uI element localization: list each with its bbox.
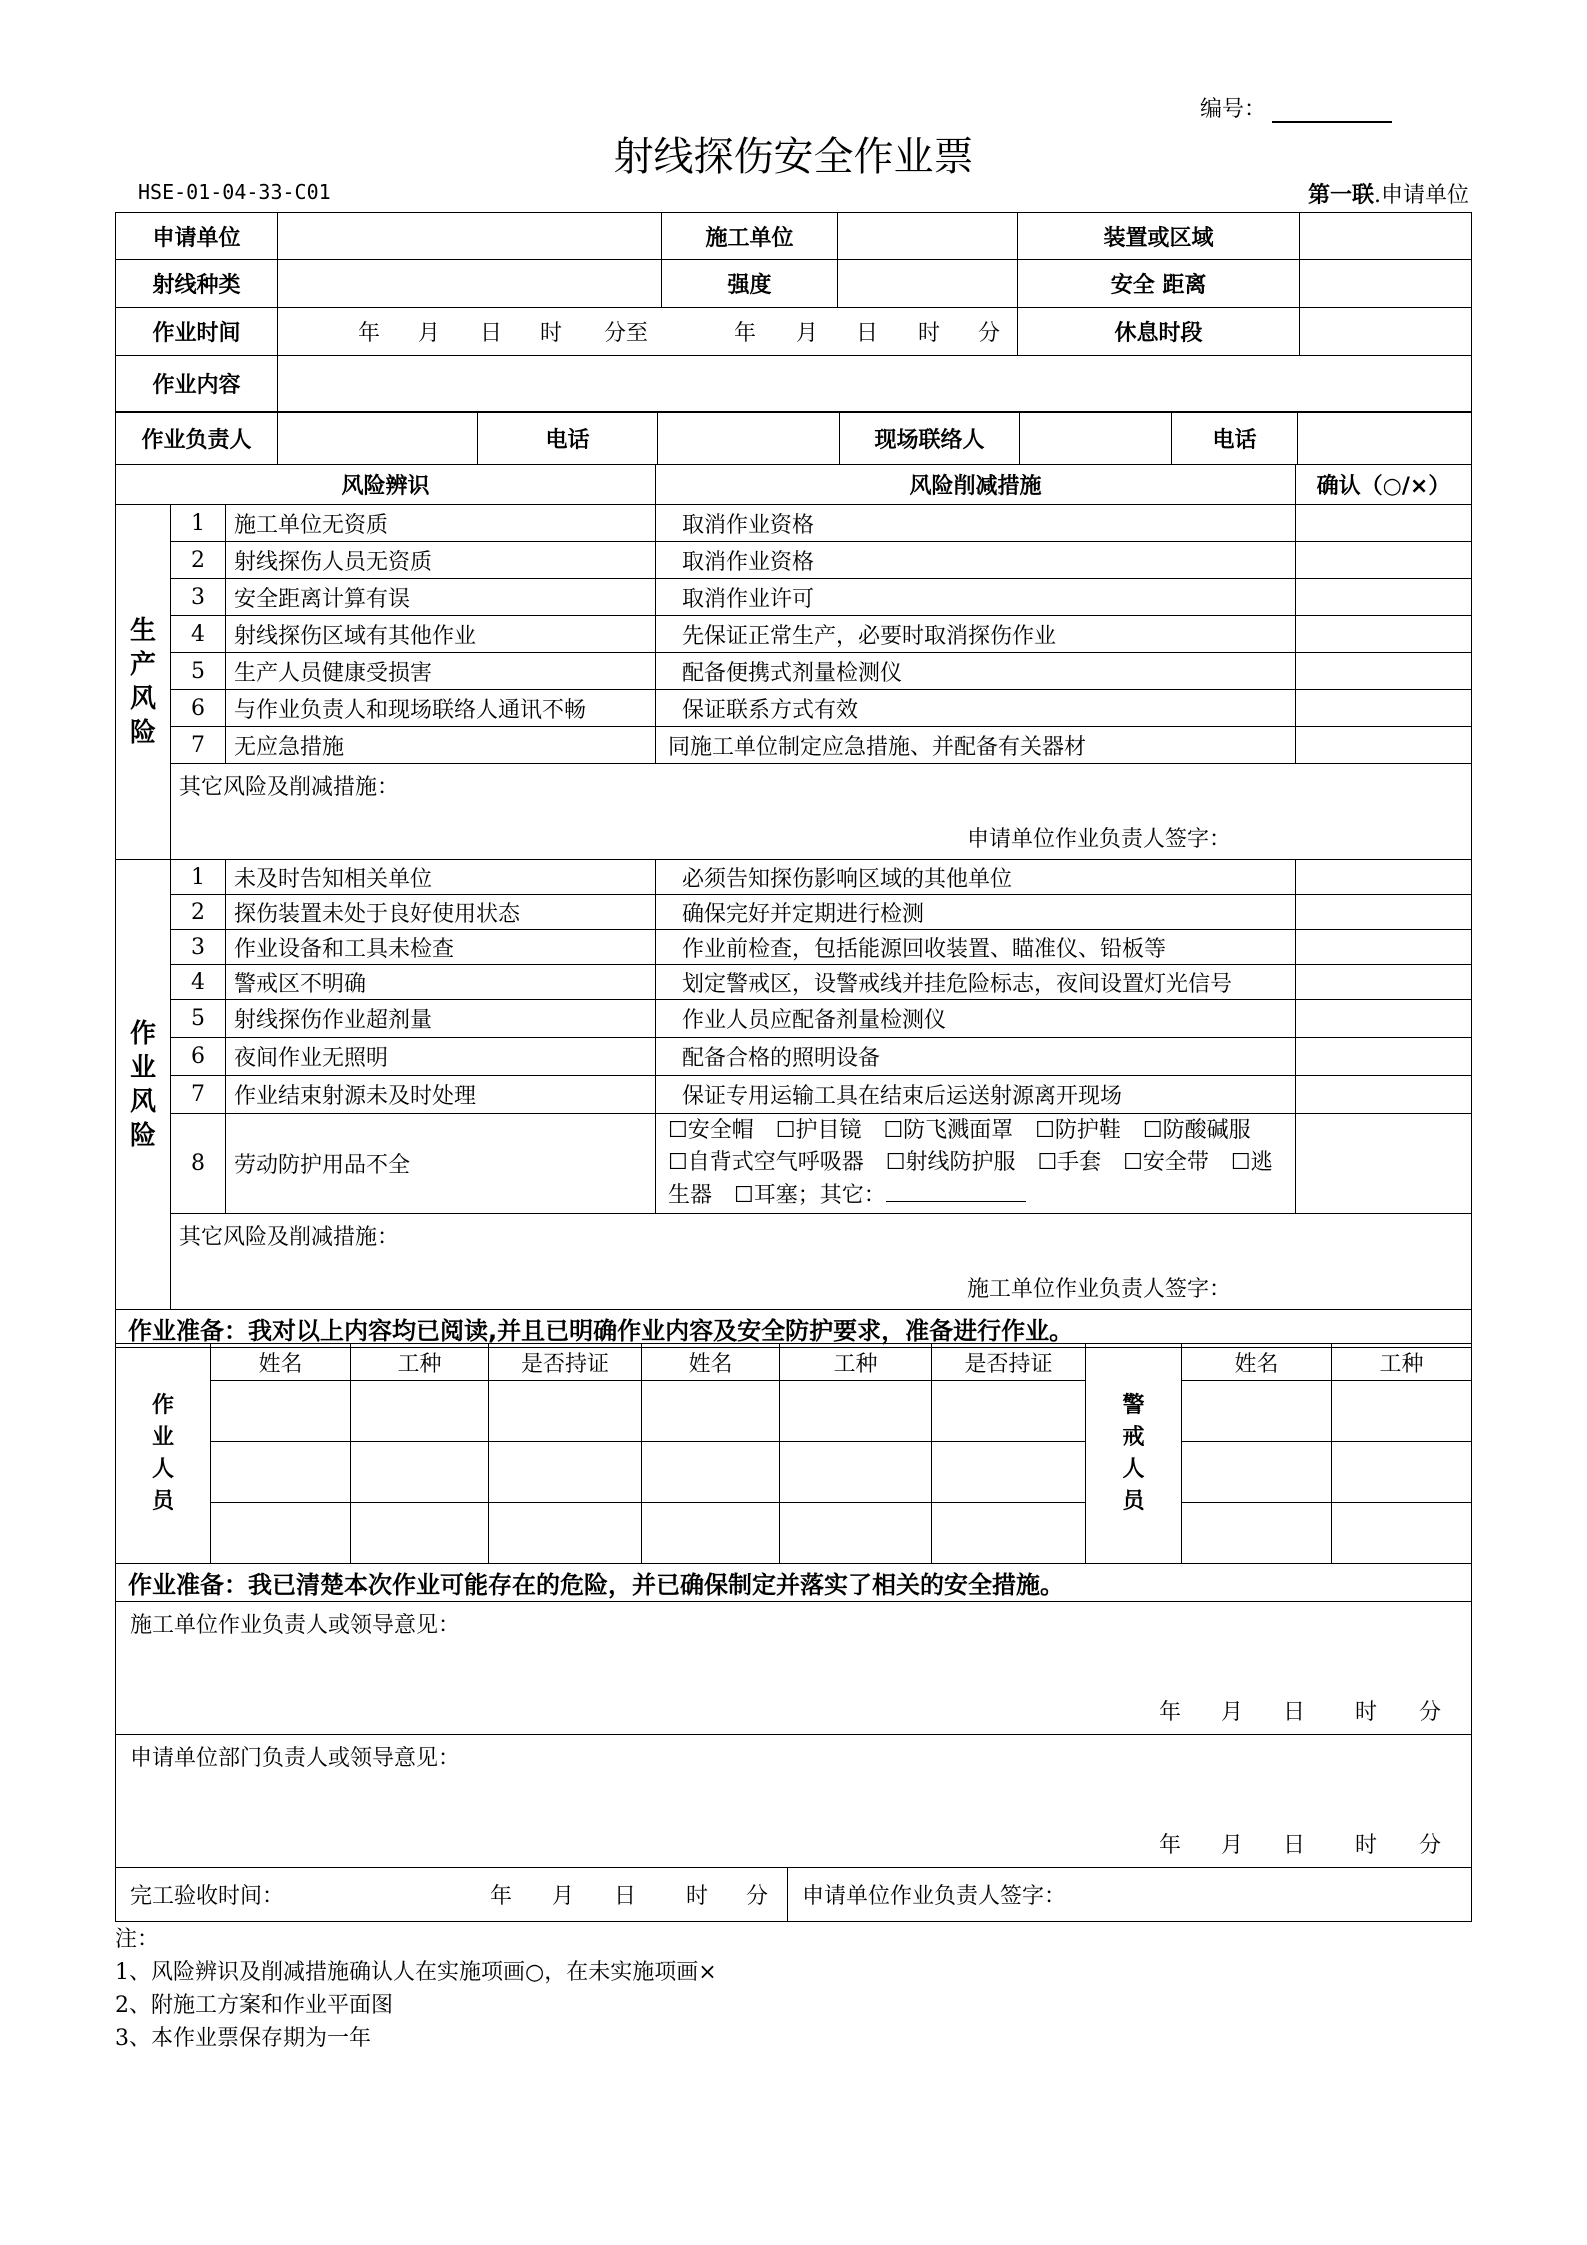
trade-cell[interactable] <box>1332 1381 1472 1442</box>
phone2-field[interactable] <box>1298 413 1472 465</box>
trade-cell[interactable] <box>1332 1503 1472 1564</box>
production-other-label: 其它风险及削减措施： <box>179 775 400 800</box>
risk-cell: 警戒区不明确 <box>226 965 656 1000</box>
workers-text: 作业人员 <box>151 1392 174 1514</box>
intensity-label: 强度 <box>662 260 838 308</box>
row-no: 7 <box>171 727 226 764</box>
name-cell[interactable] <box>1182 1442 1332 1503</box>
device-area-field[interactable] <box>1300 213 1472 260</box>
name-cell[interactable] <box>642 1503 780 1564</box>
measure-cell: 同施工单位制定应急措施、并配备有关器材 <box>656 727 1296 764</box>
risk-cell: 无应急措施 <box>226 727 656 764</box>
operation-sign-label: 施工单位作业负责人签字： <box>967 1277 1232 1302</box>
phone-field[interactable] <box>658 413 840 465</box>
work-time-label: 作业时间 <box>116 308 278 356</box>
trade-cell[interactable] <box>1332 1442 1472 1503</box>
confirm-cell[interactable] <box>1296 1038 1472 1076</box>
serial-number <box>1200 92 1392 123</box>
name-cell[interactable] <box>211 1503 351 1564</box>
ppe-measure-cell[interactable] <box>656 1114 1296 1214</box>
row-no: 5 <box>171 1000 226 1038</box>
workers-label <box>116 1344 211 1564</box>
ray-type-label: 射线种类 <box>116 260 278 308</box>
confirm-cell[interactable] <box>1296 1076 1472 1114</box>
date-hour: 时 <box>1354 1700 1377 1725</box>
trade-cell[interactable] <box>780 1503 932 1564</box>
table-row <box>116 653 1472 690</box>
construct-opinion-label: 施工单位作业负责人或领导意见： <box>130 1613 461 1638</box>
table-row <box>116 1442 1472 1503</box>
cert-cell[interactable] <box>932 1442 1086 1503</box>
risk-identify-header: 风险辨识 <box>116 465 656 505</box>
construct-opinion-field[interactable] <box>116 1602 1472 1735</box>
table-row <box>116 616 1472 653</box>
time-minute2: 分 <box>978 321 1001 346</box>
row-no: 2 <box>171 542 226 579</box>
date-year: 年 <box>490 1884 513 1909</box>
serial-field[interactable] <box>1272 101 1392 123</box>
row-no: 2 <box>171 895 226 930</box>
rest-period-field[interactable] <box>1300 308 1472 356</box>
row-no: 1 <box>171 860 226 895</box>
ppe-options[interactable]: ☐安全帽 ☐护目镜 ☐防飞溅面罩 ☐防护鞋 ☐防酸碱服 ☐自背式空气呼吸器 ☐射线防护服 ☐手套 ☐安全带 ☐逃生器 ☐耳塞；其它： <box>668 1118 1273 1208</box>
time-hour2: 时 <box>918 321 941 346</box>
risk-measures-header: 风险削减措施 <box>656 465 1296 505</box>
date-minute: 分 <box>746 1884 769 1909</box>
date-day: 日 <box>1282 1833 1305 1858</box>
measure-cell: 必须告知探伤影响区域的其他单位 <box>656 860 1296 895</box>
apply-opinion-label: 申请单位部门负责人或领导意见： <box>130 1746 461 1771</box>
date-month: 月 <box>552 1884 575 1909</box>
guards-text: 警戒人员 <box>1122 1392 1145 1514</box>
date-month: 月 <box>1220 1700 1243 1725</box>
row-no: 1 <box>171 505 226 542</box>
guards-label <box>1086 1344 1182 1564</box>
measure-cell: 取消作业资格 <box>656 505 1296 542</box>
risk-cell: 探伤装置未处于良好使用状态 <box>226 895 656 930</box>
table-row <box>116 1038 1472 1076</box>
risk-cell: 生产人员健康受损害 <box>226 653 656 690</box>
ray-type-field[interactable] <box>278 260 662 308</box>
date-day: 日 <box>1282 1700 1305 1725</box>
production-risk-label <box>116 505 171 860</box>
safe-distance-field[interactable] <box>1300 260 1472 308</box>
name-cell[interactable] <box>642 1442 780 1503</box>
date-month: 月 <box>1220 1833 1243 1858</box>
measure-cell: 取消作业资格 <box>656 542 1296 579</box>
completion-sign-field[interactable] <box>788 1868 1472 1922</box>
ppe-other-field[interactable] <box>886 1179 1026 1202</box>
risk-cell: 未及时告知相关单位 <box>226 860 656 895</box>
confirm-cell[interactable] <box>1296 579 1472 616</box>
apply-unit-field[interactable] <box>278 213 662 260</box>
time-minute-to: 分至 <box>604 321 649 346</box>
measure-cell: 确保完好并定期进行检测 <box>656 895 1296 930</box>
risk-cell: 与作业负责人和现场联络人通讯不畅 <box>226 690 656 727</box>
time-year: 年 <box>358 321 381 346</box>
time-year2: 年 <box>734 321 757 346</box>
notes-title: 注： <box>115 1927 160 1952</box>
name-cell[interactable] <box>211 1381 351 1442</box>
table-row <box>116 1503 1472 1564</box>
col-cert: 是否持证 <box>489 1344 642 1381</box>
operation-risk-label <box>116 860 171 1310</box>
risk-cell: 夜间作业无照明 <box>226 1038 656 1076</box>
info-table <box>115 212 1472 412</box>
risk-cell: 作业设备和工具未检查 <box>226 930 656 965</box>
intensity-field[interactable] <box>838 260 1018 308</box>
risk-cell: 射线探伤人员无资质 <box>226 542 656 579</box>
apply-unit-label: 申请单位 <box>116 213 278 260</box>
apply-opinion-date <box>1159 1828 1441 1859</box>
table-row <box>116 1000 1472 1038</box>
work-content-label: 作业内容 <box>116 356 278 412</box>
date-year: 年 <box>1158 1700 1181 1725</box>
measure-cell: 作业前检查，包括能源回收装置、瞄准仪、铅板等 <box>656 930 1296 965</box>
table-row <box>116 895 1472 930</box>
trade-cell[interactable] <box>780 1442 932 1503</box>
name-cell[interactable] <box>1182 1381 1332 1442</box>
time-day: 日 <box>480 321 503 346</box>
production-other-field[interactable] <box>171 764 1472 860</box>
col-cert: 是否持证 <box>932 1344 1086 1381</box>
name-cell[interactable] <box>642 1381 780 1442</box>
row-no: 5 <box>171 653 226 690</box>
approval-table <box>115 1563 1472 1922</box>
serial-label: 编号： <box>1200 97 1267 122</box>
page-title: 射线探伤安全作业票 <box>613 134 974 180</box>
site-contact-field[interactable] <box>1020 413 1172 465</box>
confirm-cell[interactable] <box>1296 505 1472 542</box>
prep-statement-1: 作业准备：我对以上内容均已阅读,并且已明确作业内容及安全防护要求，准备进行作业。 <box>116 1310 1472 1348</box>
row-no: 6 <box>171 690 226 727</box>
time-month2: 月 <box>796 321 819 346</box>
table-row <box>116 542 1472 579</box>
copy-rest: .申请单位 <box>1374 183 1469 208</box>
table-row <box>116 505 1472 542</box>
cert-cell[interactable] <box>932 1503 1086 1564</box>
measure-cell: 作业人员应配备剂量检测仪 <box>656 1000 1296 1038</box>
row-no: 3 <box>171 930 226 965</box>
work-time-field[interactable] <box>278 308 1018 356</box>
measure-cell: 取消作业许可 <box>656 579 1296 616</box>
site-contact-label: 现场联络人 <box>840 413 1020 465</box>
date-minute: 分 <box>1418 1833 1441 1858</box>
completion-time-field[interactable] <box>116 1868 788 1922</box>
production-sign-label: 申请单位作业负责人签字： <box>967 827 1232 852</box>
table-row <box>116 965 1472 1000</box>
confirm-cell[interactable] <box>1296 542 1472 579</box>
form-code: HSE-01-04-33-C01 <box>138 180 331 204</box>
risk-cell: 射线探伤区域有其他作业 <box>226 616 656 653</box>
production-risk-text: 生产风险 <box>129 616 156 748</box>
confirm-cell[interactable] <box>1296 616 1472 653</box>
confirm-cell[interactable] <box>1296 653 1472 690</box>
table-row <box>116 690 1472 727</box>
row-no: 8 <box>171 1114 226 1214</box>
measure-cell: 保证专用运输工具在结束后运送射源离开现场 <box>656 1076 1296 1114</box>
table-row <box>116 1381 1472 1442</box>
table-row <box>116 930 1472 965</box>
risk-cell: 安全距离计算有误 <box>226 579 656 616</box>
name-cell[interactable] <box>1182 1503 1332 1564</box>
measure-cell: 先保证正常生产，必要时取消探伤作业 <box>656 616 1296 653</box>
construct-unit-label: 施工单位 <box>662 213 838 260</box>
row-no: 6 <box>171 1038 226 1076</box>
phone-label: 电话 <box>478 413 658 465</box>
date-hour: 时 <box>686 1884 709 1909</box>
time-month: 月 <box>418 321 441 346</box>
operation-risk-text: 作业风险 <box>129 1018 156 1151</box>
row-no: 4 <box>171 965 226 1000</box>
date-year: 年 <box>1158 1833 1181 1858</box>
notes <box>115 1923 717 2055</box>
note-line: 2、附施工方案和作业平面图 <box>115 1993 393 2018</box>
trade-cell[interactable] <box>351 1442 489 1503</box>
confirm-cell[interactable] <box>1296 860 1472 895</box>
work-leader-label: 作业负责人 <box>116 413 278 465</box>
col-name: 姓名 <box>1182 1344 1332 1381</box>
work-content-field[interactable] <box>278 356 1472 412</box>
note-line: 3、本作业票保存期为一年 <box>115 2026 371 2051</box>
copy-bold: 第一联 <box>1307 183 1374 208</box>
trade-cell[interactable] <box>351 1381 489 1442</box>
measure-cell: 配备便携式剂量检测仪 <box>656 653 1296 690</box>
confirm-header: 确认（○/×） <box>1296 465 1472 505</box>
confirm-cell[interactable] <box>1296 690 1472 727</box>
risk-cell: 劳动防护用品不全 <box>226 1114 656 1214</box>
cert-cell[interactable] <box>932 1381 1086 1442</box>
col-trade: 工种 <box>1332 1344 1472 1381</box>
row-no: 4 <box>171 616 226 653</box>
measure-cell: 配备合格的照明设备 <box>656 1038 1296 1076</box>
trade-cell[interactable] <box>351 1503 489 1564</box>
note-line: 1、风险辨识及削减措施确认人在实施项画○，在未实施项画× <box>115 1960 717 1985</box>
confirm-cell[interactable] <box>1296 965 1472 1000</box>
date-minute: 分 <box>1418 1700 1441 1725</box>
cert-cell[interactable] <box>489 1442 642 1503</box>
confirm-cell[interactable] <box>1296 727 1472 764</box>
col-trade: 工种 <box>351 1344 489 1381</box>
risk-cell: 射线探伤作业超剂量 <box>226 1000 656 1038</box>
table-row <box>116 579 1472 616</box>
completion-label: 完工验收时间： <box>130 1884 285 1909</box>
date-day: 日 <box>614 1884 637 1909</box>
name-cell[interactable] <box>211 1442 351 1503</box>
phone2-label: 电话 <box>1172 413 1298 465</box>
row-no: 7 <box>171 1076 226 1114</box>
operation-other-label: 其它风险及削减措施： <box>179 1225 400 1250</box>
col-trade: 工种 <box>780 1344 932 1381</box>
completion-sign-label: 申请单位作业负责人签字： <box>802 1884 1067 1909</box>
cert-cell[interactable] <box>489 1503 642 1564</box>
table-row <box>116 1114 1472 1214</box>
row-no: 3 <box>171 579 226 616</box>
risk-table <box>115 464 1472 1348</box>
device-area-label: 装置或区域 <box>1018 213 1300 260</box>
measure-cell: 保证联系方式有效 <box>656 690 1296 727</box>
operation-other-field[interactable] <box>171 1214 1472 1310</box>
table-row <box>116 860 1472 895</box>
contact-table <box>115 412 1472 465</box>
time-day2: 日 <box>856 321 879 346</box>
personnel-table <box>115 1343 1472 1564</box>
prep-statement-2: 作业准备：我已清楚本次作业可能存在的危险，并已确保制定并落实了相关的安全措施。 <box>116 1564 1472 1602</box>
construct-opinion-date <box>1159 1695 1441 1726</box>
copy-label <box>1308 178 1469 209</box>
confirm-cell[interactable] <box>1296 1000 1472 1038</box>
time-hour: 时 <box>540 321 563 346</box>
work-leader-field[interactable] <box>278 413 478 465</box>
trade-cell[interactable] <box>780 1381 932 1442</box>
col-name: 姓名 <box>211 1344 351 1381</box>
confirm-cell[interactable] <box>1296 1114 1472 1214</box>
construct-unit-field[interactable] <box>838 213 1018 260</box>
confirm-cell[interactable] <box>1296 895 1472 930</box>
apply-opinion-field[interactable] <box>116 1735 1472 1868</box>
rest-period-label: 休息时段 <box>1018 308 1300 356</box>
confirm-cell[interactable] <box>1296 930 1472 965</box>
col-name: 姓名 <box>642 1344 780 1381</box>
date-hour: 时 <box>1354 1833 1377 1858</box>
safe-distance-label: 安全 距离 <box>1018 260 1300 308</box>
table-row <box>116 727 1472 764</box>
measure-cell: 划定警戒区，设警戒线并挂危险标志，夜间设置灯光信号 <box>656 965 1296 1000</box>
table-row <box>116 1076 1472 1114</box>
risk-cell: 施工单位无资质 <box>226 505 656 542</box>
cert-cell[interactable] <box>489 1381 642 1442</box>
risk-cell: 作业结束射源未及时处理 <box>226 1076 656 1114</box>
